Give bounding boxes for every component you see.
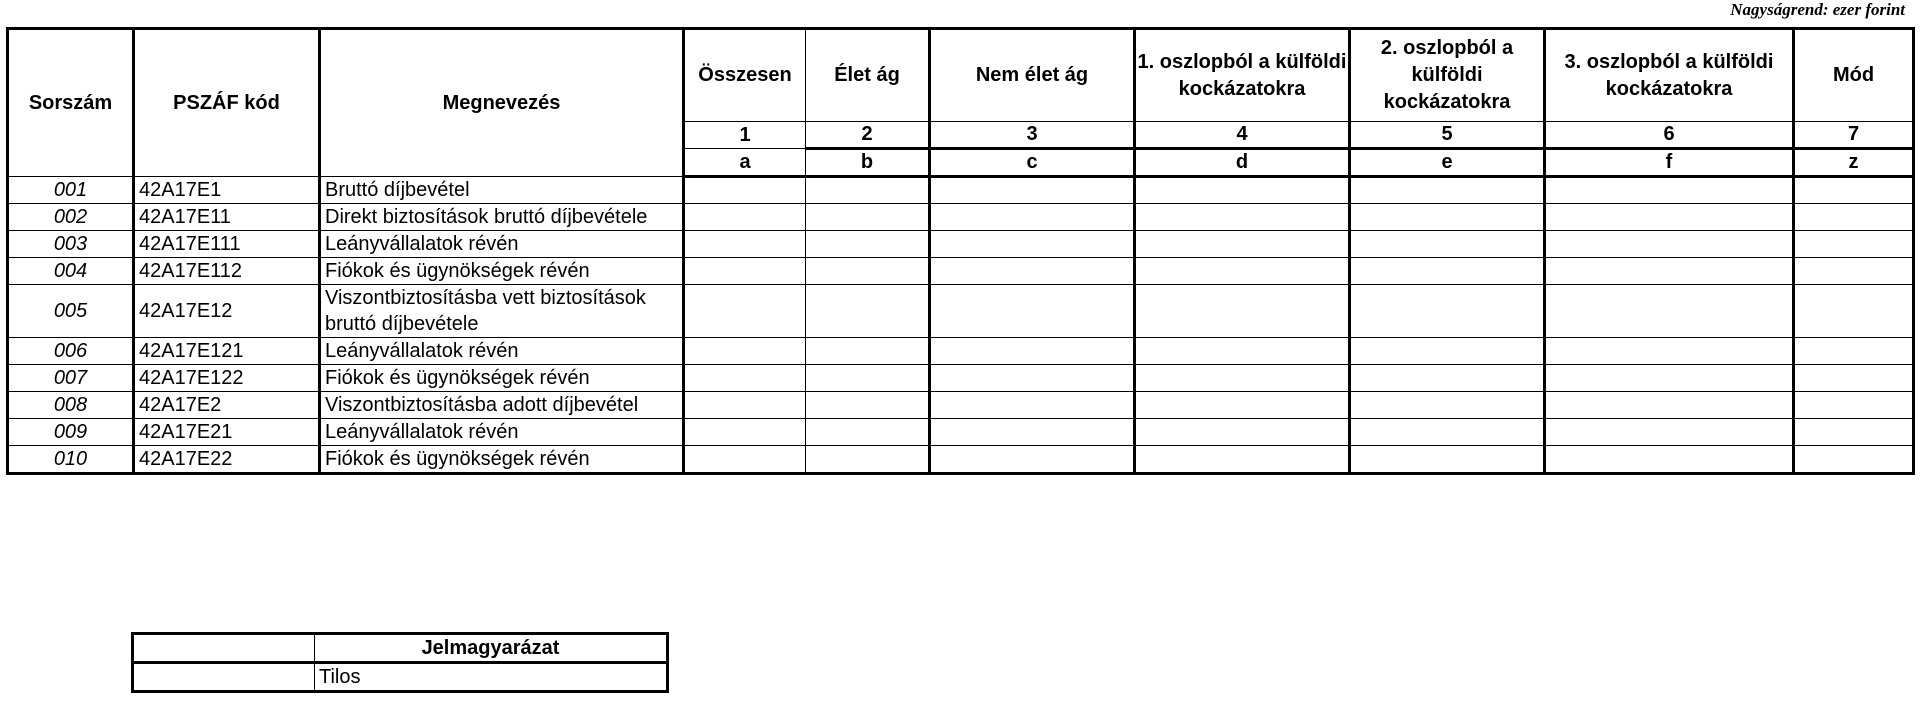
header-pszaf-kod: PSZÁF kód (134, 29, 320, 177)
table-row (8, 419, 1914, 446)
input-cell[interactable] (1135, 419, 1350, 446)
col-letter: b (806, 149, 930, 177)
input-cell[interactable] (684, 285, 806, 338)
input-cell[interactable] (930, 365, 1135, 392)
row-sorszam: 008 (8, 392, 134, 419)
row-megnevezes: Fiókok és ügynökségek révén (320, 365, 684, 392)
legend-item-row (133, 663, 668, 692)
legend-title-row (133, 634, 668, 663)
header-row (8, 29, 1914, 122)
input-cell[interactable] (1350, 446, 1545, 474)
input-cell[interactable] (684, 419, 806, 446)
input-cell[interactable] (1794, 338, 1914, 365)
legend-table (131, 632, 669, 693)
table-row (8, 392, 1914, 419)
input-cell[interactable] (1794, 204, 1914, 231)
input-cell[interactable] (806, 365, 930, 392)
input-cell[interactable] (1350, 204, 1545, 231)
col-number: 1 (684, 122, 806, 149)
row-megnevezes: Leányvállalatok révén (320, 231, 684, 258)
input-cell[interactable] (1350, 285, 1545, 338)
row-sorszam: 002 (8, 204, 134, 231)
row-megnevezes: Viszontbiztosításba adott díjbevétel (320, 392, 684, 419)
input-cell[interactable] (1545, 231, 1794, 258)
header-col-2: Élet ág (806, 29, 930, 122)
row-megnevezes: Fiókok és ügynökségek révén (320, 446, 684, 474)
row-sorszam: 004 (8, 258, 134, 285)
input-cell[interactable] (1350, 177, 1545, 204)
input-cell[interactable] (1135, 177, 1350, 204)
input-cell[interactable] (930, 231, 1135, 258)
input-cell[interactable] (1350, 419, 1545, 446)
input-cell[interactable] (684, 446, 806, 474)
col-number: 3 (930, 122, 1135, 149)
input-cell[interactable] (930, 446, 1135, 474)
input-cell[interactable] (806, 204, 930, 231)
row-kod: 42A17E111 (134, 231, 320, 258)
input-cell[interactable] (1794, 231, 1914, 258)
table-row (8, 231, 1914, 258)
input-cell[interactable] (806, 392, 930, 419)
input-cell[interactable] (1350, 231, 1545, 258)
input-cell[interactable] (806, 419, 930, 446)
col-letter: c (930, 149, 1135, 177)
row-sorszam: 009 (8, 419, 134, 446)
col-letter: d (1135, 149, 1350, 177)
header-col-7: Mód (1794, 29, 1914, 122)
input-cell[interactable] (1794, 446, 1914, 474)
header-col-5: 2. oszlopból a külföldi kockázatokra (1350, 29, 1545, 122)
row-sorszam: 007 (8, 365, 134, 392)
data-table (6, 27, 1915, 475)
input-cell[interactable] (1545, 392, 1794, 419)
input-cell[interactable] (1794, 177, 1914, 204)
input-cell[interactable] (1794, 258, 1914, 285)
input-cell[interactable] (1545, 419, 1794, 446)
input-cell[interactable] (1545, 177, 1794, 204)
input-cell[interactable] (684, 365, 806, 392)
input-cell[interactable] (1545, 446, 1794, 474)
input-cell[interactable] (684, 177, 806, 204)
input-cell[interactable] (930, 338, 1135, 365)
input-cell[interactable] (806, 285, 930, 338)
input-cell[interactable] (1350, 338, 1545, 365)
row-sorszam: 010 (8, 446, 134, 474)
col-letter: a (684, 149, 806, 177)
input-cell[interactable] (1350, 392, 1545, 419)
input-cell[interactable] (806, 338, 930, 365)
col-number: 6 (1545, 122, 1794, 149)
input-cell[interactable] (930, 419, 1135, 446)
row-megnevezes: Fiókok és ügynökségek révén (320, 258, 684, 285)
input-cell[interactable] (930, 258, 1135, 285)
legend-item-label: Tilos (315, 663, 668, 692)
table-row (8, 338, 1914, 365)
input-cell[interactable] (684, 338, 806, 365)
unit-label: Nagyságrend: ezer forint (1730, 0, 1905, 19)
header-col-6: 3. oszlopból a külföldi kockázatokra (1545, 29, 1794, 122)
input-cell[interactable] (806, 231, 930, 258)
legend-blank-cell (133, 634, 315, 663)
row-kod: 42A17E1 (134, 177, 320, 204)
input-cell[interactable] (1135, 231, 1350, 258)
input-cell[interactable] (1794, 419, 1914, 446)
row-kod: 42A17E22 (134, 446, 320, 474)
input-cell[interactable] (1794, 285, 1914, 338)
input-cell[interactable] (1545, 338, 1794, 365)
input-cell[interactable] (1350, 365, 1545, 392)
input-cell[interactable] (684, 258, 806, 285)
input-cell[interactable] (1545, 258, 1794, 285)
row-kod: 42A17E12 (134, 285, 320, 338)
legend-title: Jelmagyarázat (315, 634, 668, 663)
input-cell[interactable] (1545, 365, 1794, 392)
col-letter: f (1545, 149, 1794, 177)
header-col-3: Nem élet ág (930, 29, 1135, 122)
col-letter: e (1350, 149, 1545, 177)
input-cell[interactable] (684, 231, 806, 258)
input-cell[interactable] (930, 204, 1135, 231)
row-sorszam: 001 (8, 177, 134, 204)
row-kod: 42A17E2 (134, 392, 320, 419)
row-sorszam: 003 (8, 231, 134, 258)
input-cell[interactable] (1135, 446, 1350, 474)
header-col-1: Összesen (684, 29, 806, 122)
row-sorszam: 005 (8, 285, 134, 338)
input-cell[interactable] (684, 204, 806, 231)
input-cell[interactable] (806, 177, 930, 204)
table-row (8, 258, 1914, 285)
row-kod: 42A17E121 (134, 338, 320, 365)
input-cell[interactable] (1135, 258, 1350, 285)
col-number: 7 (1794, 122, 1914, 149)
input-cell[interactable] (1135, 285, 1350, 338)
row-kod: 42A17E21 (134, 419, 320, 446)
input-cell[interactable] (684, 392, 806, 419)
input-cell[interactable] (1545, 285, 1794, 338)
row-megnevezes: Viszontbiztosításba vett biztosítások bruttó díjbevétele (320, 285, 684, 338)
row-kod: 42A17E112 (134, 258, 320, 285)
input-cell[interactable] (1545, 204, 1794, 231)
header-col-4: 1. oszlopból a külföldi kockázatokra (1135, 29, 1350, 122)
row-megnevezes: Bruttó díjbevétel (320, 177, 684, 204)
input-cell[interactable] (1350, 258, 1545, 285)
row-kod: 42A17E11 (134, 204, 320, 231)
input-cell[interactable] (1135, 365, 1350, 392)
input-cell[interactable] (806, 258, 930, 285)
row-sorszam: 006 (8, 338, 134, 365)
col-number: 4 (1135, 122, 1350, 149)
table-row (8, 285, 1914, 338)
input-cell[interactable] (930, 392, 1135, 419)
table-row (8, 365, 1914, 392)
row-megnevezes: Leányvállalatok révén (320, 338, 684, 365)
table-row (8, 204, 1914, 231)
input-cell[interactable] (806, 446, 930, 474)
col-number: 2 (806, 122, 930, 149)
input-cell[interactable] (1794, 365, 1914, 392)
row-kod: 42A17E122 (134, 365, 320, 392)
input-cell[interactable] (1135, 338, 1350, 365)
input-cell[interactable] (930, 177, 1135, 204)
row-megnevezes: Leányvállalatok révén (320, 419, 684, 446)
header-sorszam: Sorszám (8, 29, 134, 177)
table-row (8, 177, 1914, 204)
row-megnevezes: Direkt biztosítások bruttó díjbevétele (320, 204, 684, 231)
input-cell[interactable] (1794, 392, 1914, 419)
header-megnevezes: Megnevezés (320, 29, 684, 177)
col-number: 5 (1350, 122, 1545, 149)
input-cell[interactable] (930, 285, 1135, 338)
input-cell[interactable] (1135, 204, 1350, 231)
input-cell[interactable] (1135, 392, 1350, 419)
col-letter: z (1794, 149, 1914, 177)
table-row (8, 446, 1914, 474)
legend-swatch (133, 663, 315, 692)
